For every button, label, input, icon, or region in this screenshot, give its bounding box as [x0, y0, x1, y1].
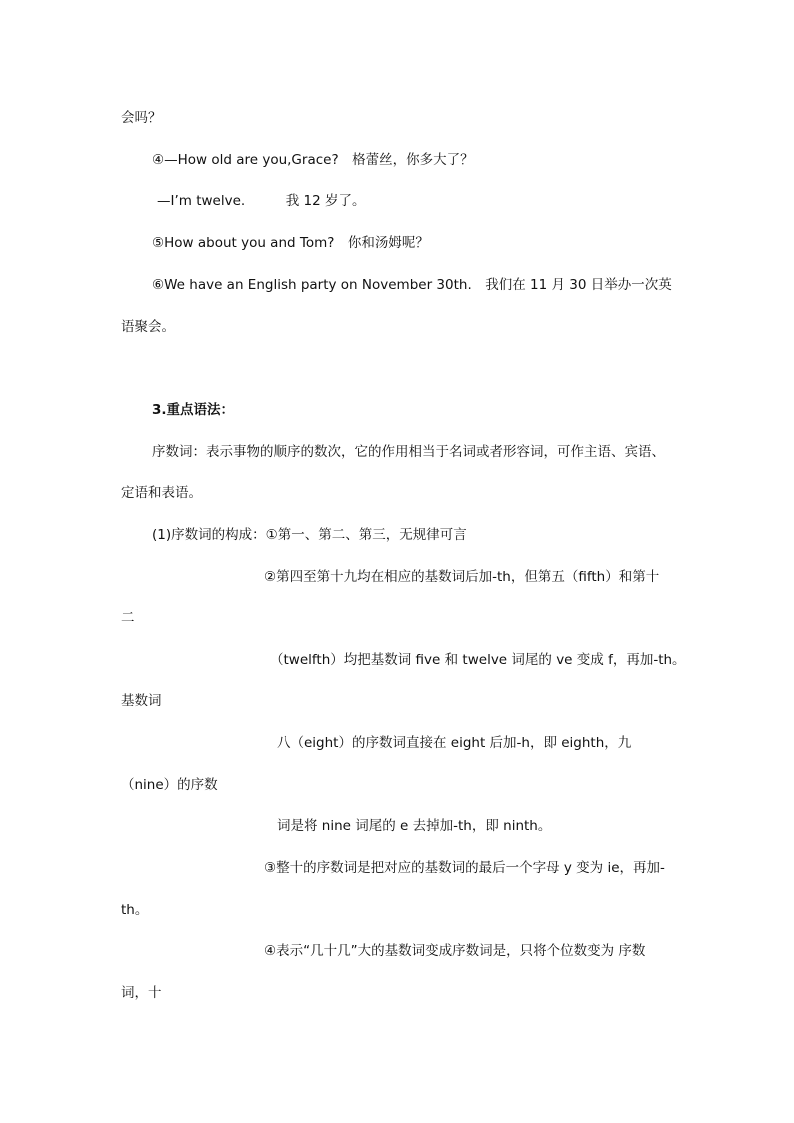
- text-line: ③整十的序数词是把对应的基数词的最后一个字母 y 变为 ie，再加-: [264, 860, 665, 876]
- text-line: 基数词: [121, 693, 162, 709]
- text-line: —I’m twelve. 我 12 岁了。: [157, 193, 366, 209]
- text-line: ⑥We have an English party on November 30th. 我们在 11 月 30 日举办一次英: [152, 277, 672, 293]
- section-heading: 3.重点语法：: [152, 402, 235, 418]
- text-line: ②第四至第十九均在相应的基数词后加-th，但第五（fifth）和第十: [264, 569, 660, 585]
- text-line: (1)序数词的构成：①第一、第二、第三，无规律可言: [152, 527, 467, 543]
- text-line: 词是将 nine 词尾的 e 去掉加-th，即 ninth。: [277, 818, 552, 834]
- text-line: th。: [121, 902, 149, 918]
- text-line: 二: [121, 610, 135, 626]
- text-line: 定语和表语。: [121, 485, 202, 501]
- text-line: ⑤How about you and Tom? 你和汤姆呢？: [152, 235, 429, 251]
- text-line: 序数词：表示事物的顺序的数次，它的作用相当于名词或者形容词，可作主语、宾语、: [152, 444, 665, 460]
- text-line: ④表示“几十几”大的基数词变成序数词是，只将个位数变为 序数: [264, 943, 646, 959]
- text-line: 词，十: [121, 985, 162, 1001]
- text-line: ④—How old are you,Grace? 格蕾丝，你多大了？: [152, 152, 474, 168]
- text-line: （twelfth）均把基数词 five 和 twelve 词尾的 ve 变成 f，再加-th。: [270, 652, 686, 668]
- text-line: （nine）的序数: [121, 777, 218, 793]
- text-line: 语聚会。: [121, 319, 175, 335]
- text-line: 会吗？: [121, 110, 162, 126]
- text-line: 八（eight）的序数词直接在 eight 后加-h，即 eighth，九: [277, 735, 632, 751]
